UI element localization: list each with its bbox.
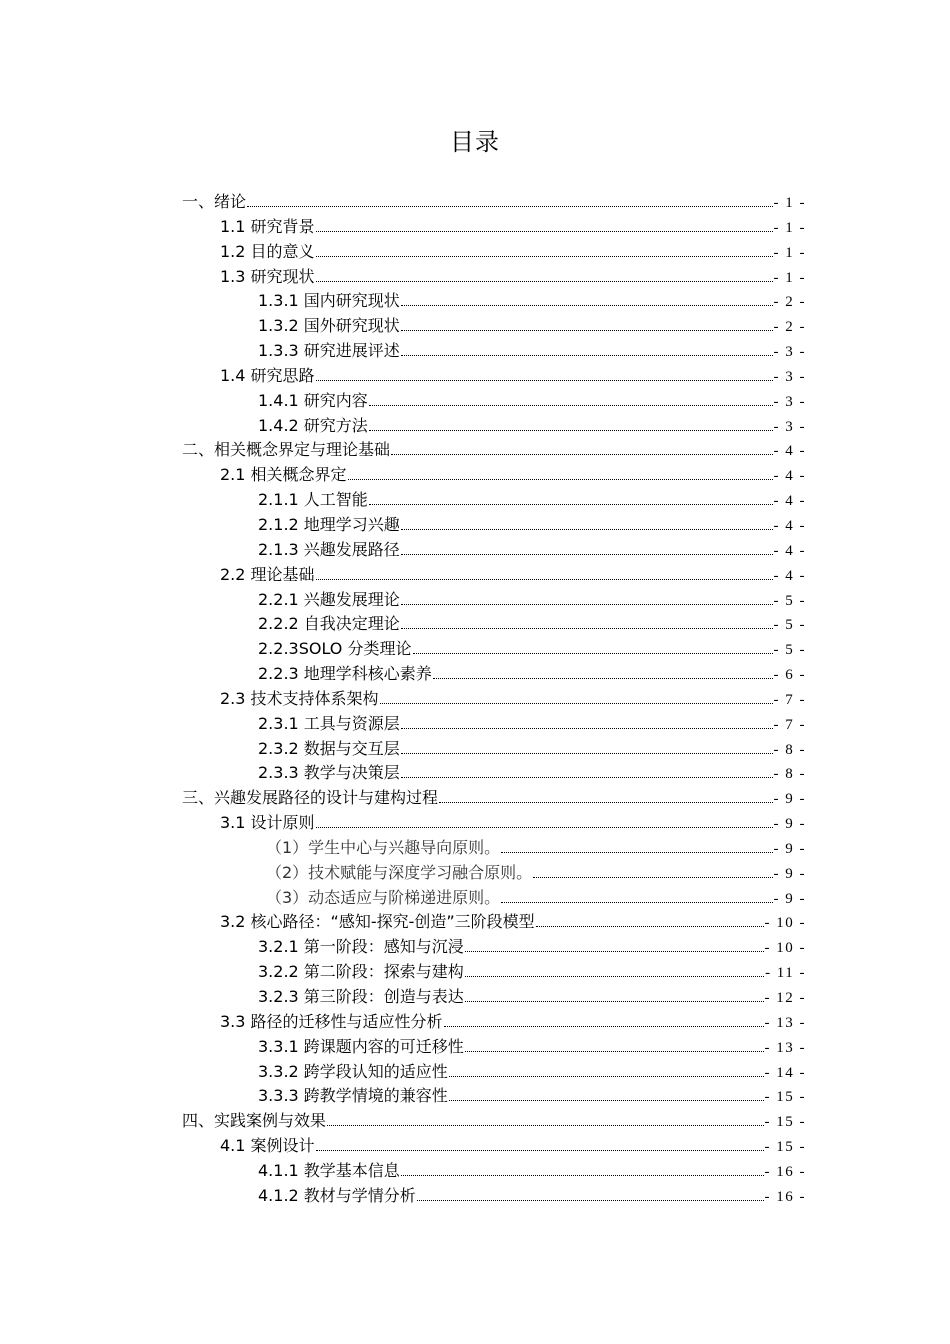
toc-page-number: - 1 - [773, 219, 806, 236]
toc-entry-title: 3.3 路径的迁移性与适应性分析 [220, 1011, 443, 1031]
toc-entry[interactable] [182, 538, 806, 563]
toc-dot-leader [316, 578, 773, 580]
toc-dot-leader [316, 280, 773, 282]
toc-page-number: - 14 - [764, 1064, 806, 1081]
toc-entry[interactable] [182, 463, 806, 488]
page-title: 目录 [450, 128, 500, 156]
toc-entry[interactable] [182, 314, 806, 339]
toc-entry[interactable] [182, 811, 806, 836]
toc-entry[interactable] [182, 364, 806, 389]
toc-entry-title: 3.3.1 跨课题内容的可迁移性 [258, 1036, 464, 1056]
toc-entry[interactable] [182, 563, 806, 588]
toc-page-number: - 3 - [773, 393, 806, 410]
toc-entry[interactable] [182, 438, 806, 463]
toc-page-number: - 8 - [773, 741, 806, 758]
toc-dot-leader [417, 1199, 764, 1201]
toc-dot-leader [247, 205, 772, 207]
toc-page-number: - 3 - [773, 344, 806, 361]
toc-entry-title: 3.2.1 第一阶段：感知与沉浸 [258, 937, 464, 957]
toc-entry[interactable] [182, 637, 806, 662]
toc-page-number: - 16 - [764, 1188, 806, 1205]
toc-entry[interactable] [182, 761, 806, 786]
toc-entry[interactable] [182, 861, 806, 886]
toc-entry[interactable] [182, 265, 806, 290]
toc-entry-title: 一、绪论 [182, 192, 247, 211]
toc-page-number: - 5 - [773, 617, 806, 634]
toc-dot-leader [401, 727, 773, 729]
toc-dot-leader [316, 379, 773, 381]
toc-entry[interactable] [182, 935, 806, 960]
toc-entry[interactable] [182, 836, 806, 861]
toc-entry-title: 1.1 研究背景 [220, 216, 315, 236]
toc-dot-leader [439, 801, 772, 803]
toc-entry-title: 2.2.3SOLO 分类理论 [258, 639, 412, 659]
toc-entry[interactable] [182, 985, 806, 1010]
toc-page-number: - 4 - [773, 542, 806, 559]
toc-page-number: - 3 - [773, 418, 806, 435]
toc-dot-leader [401, 553, 773, 555]
toc-page-number: - 4 - [773, 443, 806, 460]
toc-page-number: - 7 - [773, 691, 806, 708]
toc-entry-title: 2.1.3 兴趣发展路径 [258, 539, 400, 559]
toc-entry-title: 2.1 相关概念界定 [220, 465, 347, 485]
toc-entry-title: 1.2 目的意义 [220, 241, 315, 261]
toc-entry[interactable] [182, 513, 806, 538]
toc-entry-title: 四、实践案例与效果 [182, 1111, 327, 1131]
toc-dot-leader [316, 826, 773, 828]
toc-dot-leader [501, 901, 772, 903]
toc-page-number: - 3 - [773, 368, 806, 385]
toc-entry-title: 二、相关概念界定与理论基础 [182, 440, 391, 460]
toc-page-number: - 4 - [773, 567, 806, 584]
toc-dot-leader [316, 1149, 764, 1151]
toc-dot-leader [533, 876, 772, 878]
toc-page-number: - 1 - [773, 195, 806, 211]
toc-entry-title: 2.2.2 自我决定理论 [258, 614, 400, 634]
toc-entry[interactable] [182, 712, 806, 737]
toc-page-number: - 15 - [764, 1089, 806, 1106]
toc-entry[interactable] [182, 1134, 806, 1159]
toc-entry-title: 1.4.2 研究方法 [258, 415, 368, 435]
toc-dot-leader [369, 429, 773, 431]
toc-dot-leader [401, 1174, 764, 1176]
toc-page-number: - 8 - [773, 766, 806, 783]
toc-dot-leader [369, 404, 773, 406]
toc-entry[interactable] [182, 414, 806, 439]
toc-page-number: - 10 - [764, 940, 806, 957]
toc-page-number: - 6 - [773, 667, 806, 684]
toc-page-number: - 9 - [773, 791, 806, 808]
toc-dot-leader [401, 354, 773, 356]
toc-entry-title: 2.2.3 地理学科核心素养 [258, 664, 432, 684]
toc-entry-title: 3.1 设计原则 [220, 813, 315, 833]
toc-entry[interactable] [182, 1084, 806, 1109]
toc-page-number: - 1 - [773, 244, 806, 261]
toc-entry[interactable] [182, 240, 806, 265]
toc-dot-leader [536, 925, 764, 927]
toc-page-number: - 13 - [764, 1039, 806, 1056]
toc-dot-leader [369, 503, 773, 505]
toc-entry-title: 2.3 技术支持体系架构 [220, 688, 379, 708]
toc-entry[interactable] [182, 687, 806, 712]
toc-entry-title: 2.1.1 人工智能 [258, 490, 368, 510]
toc-dot-leader [465, 1000, 764, 1002]
toc-entry-title: 1.3.2 国外研究现状 [258, 316, 400, 336]
toc-page-number: - 13 - [764, 1014, 806, 1031]
toc-entry[interactable] [182, 786, 806, 811]
toc-entry-title: 3.2 核心路径：“感知-探究-创造”三阶段模型 [220, 912, 535, 932]
toc-entry-title: 1.3.3 研究进展评述 [258, 341, 400, 361]
toc-page-number: - 9 - [773, 890, 806, 907]
toc-entry[interactable] [182, 1184, 806, 1209]
toc-entry[interactable] [182, 960, 806, 985]
toc-entry[interactable] [182, 886, 806, 911]
toc-entry[interactable] [182, 910, 806, 935]
toc-page-number: - 5 - [773, 592, 806, 609]
toc-page-number: - 9 - [773, 816, 806, 833]
toc-entry-title: 2.2 理论基础 [220, 564, 315, 584]
toc-page-number: - 2 - [773, 319, 806, 336]
toc-entry-title: 1.4 研究思路 [220, 365, 315, 385]
toc-entry-title: 3.2.2 第二阶段：探索与建构 [258, 962, 464, 982]
toc-entry[interactable] [182, 1035, 806, 1060]
toc-dot-leader [401, 528, 773, 530]
toc-entry-title: 2.1.2 地理学习兴趣 [258, 514, 400, 534]
toc-page-number: - 4 - [773, 517, 806, 534]
toc-entry-title: 三、兴趣发展路径的设计与建构过程 [182, 788, 439, 808]
toc-entry[interactable] [182, 1159, 806, 1184]
toc-dot-leader [465, 1050, 764, 1052]
toc-page-number: - 15 - [764, 1114, 806, 1131]
toc-dot-leader [444, 1025, 764, 1027]
toc-entry-title: 4.1 案例设计 [220, 1136, 315, 1156]
toc-page-number: - 10 - [764, 915, 806, 932]
toc-page-number: - 2 - [773, 294, 806, 311]
toc-dot-leader [401, 304, 773, 306]
toc-entry[interactable] [182, 1010, 806, 1035]
toc-dot-leader [465, 950, 764, 952]
toc-entry[interactable] [182, 389, 806, 414]
toc-entry-title: 4.1.2 教材与学情分析 [258, 1185, 416, 1205]
toc-entry[interactable] [182, 588, 806, 613]
toc-entry-title: 3.3.2 跨学段认知的适应性 [258, 1061, 448, 1081]
toc-page-number: - 9 - [773, 865, 806, 882]
toc-page-number: - 9 - [773, 840, 806, 857]
toc-entry-title: （1）学生中心与兴趣导向原则。 [266, 837, 501, 857]
toc-dot-leader [348, 478, 773, 480]
toc-entry-title: 1.3.1 国内研究现状 [258, 291, 400, 311]
toc-dot-leader [316, 230, 773, 232]
toc-entry[interactable] [182, 737, 806, 762]
toc-entry-title: （2）技术赋能与深度学习融合原则。 [266, 862, 533, 882]
table-of-contents [182, 190, 806, 1209]
toc-dot-leader [401, 752, 773, 754]
toc-dot-leader [401, 603, 773, 605]
toc-dot-leader [401, 329, 773, 331]
toc-dot-leader [413, 652, 773, 654]
toc-entry-title: 2.3.2 数据与交互层 [258, 738, 400, 758]
toc-entry-title: 2.3.1 工具与资源层 [258, 713, 400, 733]
toc-dot-leader [465, 975, 764, 977]
toc-dot-leader [449, 1099, 764, 1101]
toc-dot-leader [433, 677, 773, 679]
toc-entry[interactable] [182, 289, 806, 314]
toc-entry-title: 3.3.3 跨教学情境的兼容性 [258, 1086, 448, 1106]
toc-dot-leader [501, 851, 772, 853]
toc-dot-leader [391, 453, 772, 455]
toc-dot-leader [327, 1124, 763, 1126]
toc-page-number: - 7 - [773, 716, 806, 733]
toc-dot-leader [401, 627, 773, 629]
toc-page-number: - 4 - [773, 493, 806, 510]
toc-entry-title: 2.3.3 教学与决策层 [258, 763, 400, 783]
toc-dot-leader [380, 702, 773, 704]
toc-entry[interactable] [182, 488, 806, 513]
toc-entry-title: 2.2.1 兴趣发展理论 [258, 589, 400, 609]
toc-dot-leader [449, 1075, 764, 1077]
toc-dot-leader [401, 776, 773, 778]
toc-dot-leader [316, 255, 773, 257]
toc-page-number: - 4 - [773, 468, 806, 485]
toc-entry-title: 4.1.1 教学基本信息 [258, 1160, 400, 1180]
toc-page-number: - 15 - [764, 1139, 806, 1156]
toc-page-number: - 11 - [765, 965, 806, 982]
toc-entry-title: 1.3 研究现状 [220, 266, 315, 286]
toc-page-number: - 5 - [773, 642, 806, 659]
toc-page-number: - 16 - [764, 1163, 806, 1180]
toc-entry-title: （3）动态适应与阶梯递进原则。 [266, 887, 501, 907]
toc-entry[interactable] [182, 190, 806, 215]
toc-entry[interactable] [182, 1060, 806, 1085]
toc-entry[interactable] [182, 339, 806, 364]
toc-entry[interactable] [182, 662, 806, 687]
toc-entry[interactable] [182, 612, 806, 637]
toc-entry-title: 1.4.1 研究内容 [258, 390, 368, 410]
toc-entry[interactable] [182, 1109, 806, 1134]
toc-page-number: - 12 - [764, 990, 806, 1006]
toc-page-number: - 1 - [773, 269, 806, 286]
toc-entry[interactable] [182, 215, 806, 240]
toc-entry-title: 3.2.3 第三阶段：创造与表达 [258, 987, 464, 1006]
